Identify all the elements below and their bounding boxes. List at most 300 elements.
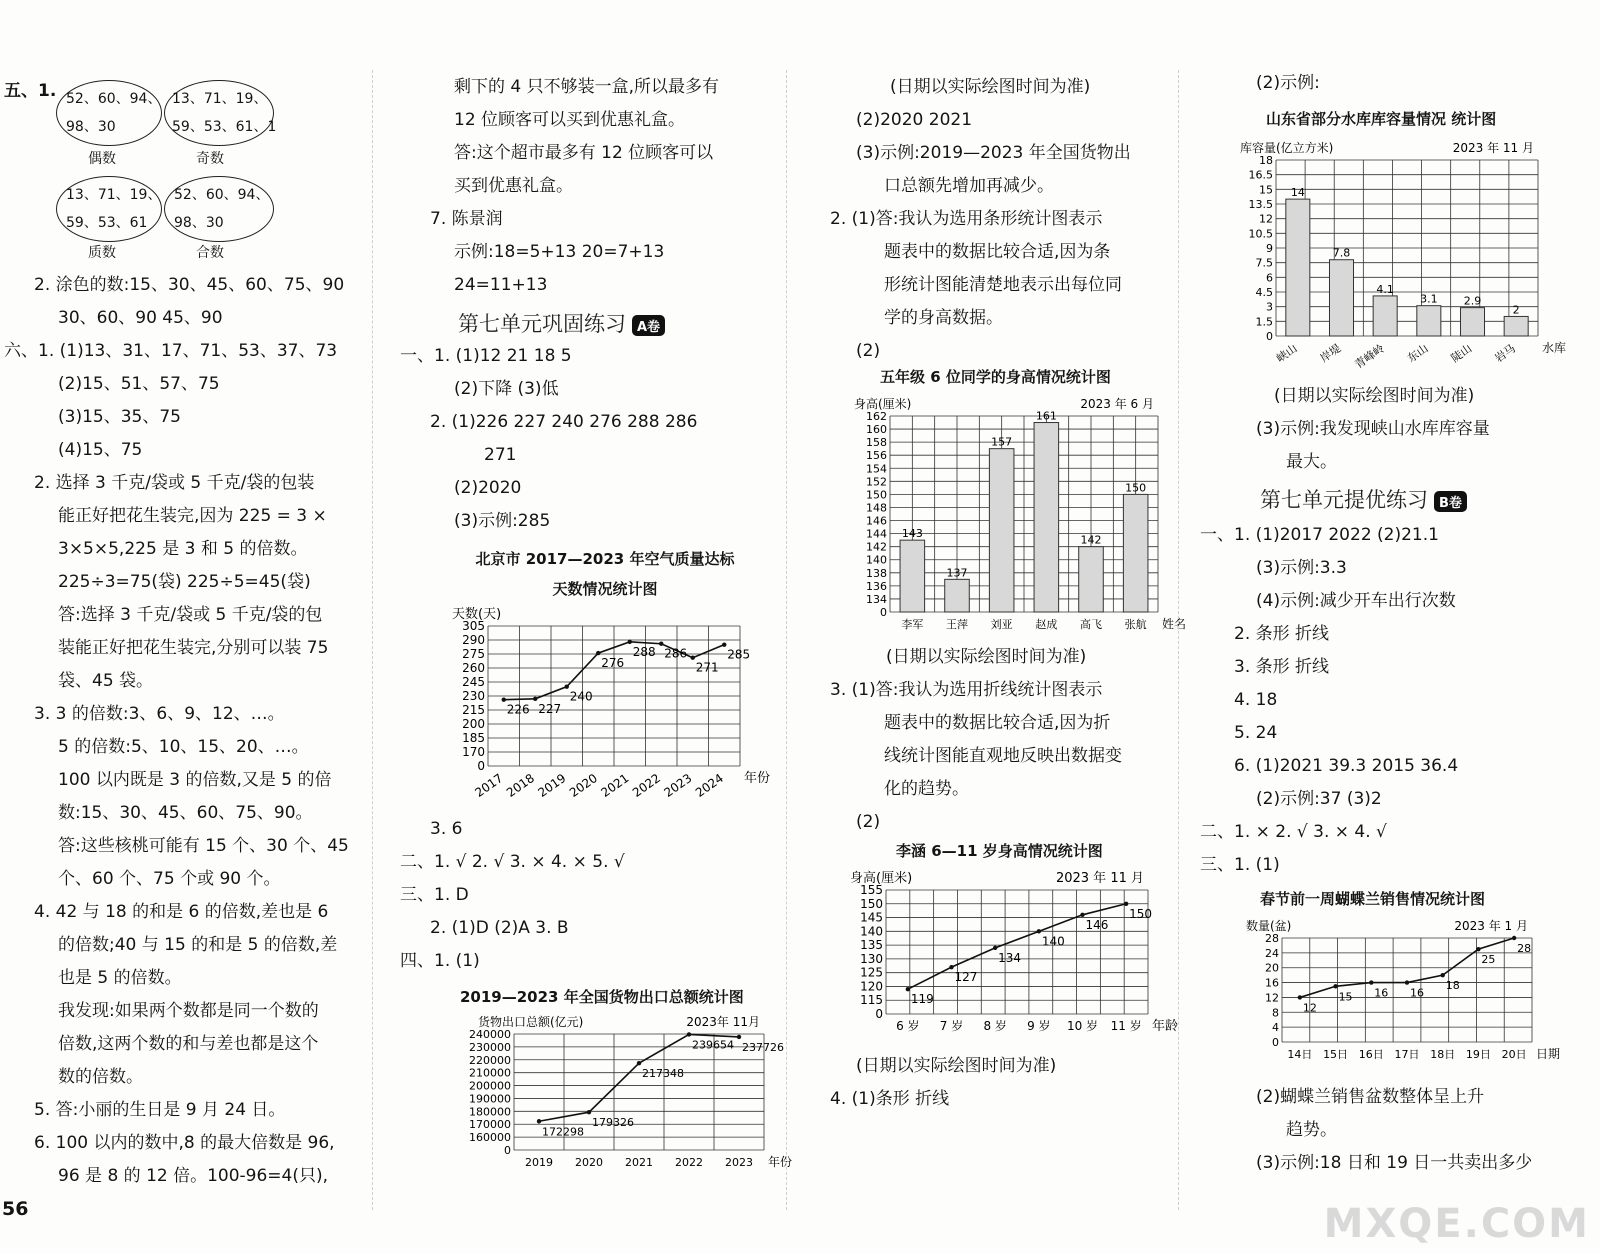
text-line: 装能正好把花生装完,分别可以装 75 (58, 638, 329, 658)
data-label: 28 (1517, 942, 1532, 955)
x-tick-label: 2020 (566, 770, 600, 800)
y-tick-label: 9 (1266, 242, 1273, 255)
data-label: 134 (998, 950, 1022, 965)
data-label: 217348 (642, 1067, 684, 1081)
column-divider (1178, 70, 1179, 1210)
data-label: 239654 (692, 1038, 734, 1052)
data-label: 172298 (542, 1125, 584, 1139)
data-point (737, 1035, 741, 1039)
data-label: 179326 (592, 1116, 634, 1130)
data-point (537, 1119, 541, 1123)
y-tick-label: 138 (866, 566, 887, 580)
text-line: 3. 条形 折线 (1234, 657, 1330, 677)
text-line: 一、1. (1)2017 2022 (2)21.1 (1200, 525, 1439, 545)
series-line (908, 904, 1126, 989)
y-tick-label: 190000 (469, 1092, 511, 1106)
data-label: 16 (1374, 986, 1389, 1000)
y-tick-label: 142 (866, 540, 887, 554)
data-label: 146 (1085, 917, 1109, 932)
x-axis-label: 水库 (1542, 341, 1567, 355)
x-tick-label: 岩马 (1492, 341, 1518, 366)
data-label: 143 (901, 527, 923, 541)
text-line: (4)示例:减少开车出行次数 (1256, 591, 1456, 611)
text-line: 7. 陈景润 (430, 209, 503, 229)
y-tick-label: 200 (462, 717, 485, 731)
y-axis-label: 货物出口总额(亿元) (478, 1015, 584, 1029)
text-line: 2. 涂色的数:15、30、45、60、75、90 (34, 275, 345, 295)
text-line: 二、1. × 2. √ 3. × 4. √ (1200, 822, 1387, 842)
y-tick-label: 3 (1266, 300, 1273, 314)
text-line: 三、1. (1) (1200, 855, 1280, 875)
y-tick-label: 136 (866, 579, 887, 593)
text-line: (2)15、51、57、75 (58, 374, 220, 394)
x-tick-label: 岸堤 (1317, 341, 1344, 366)
x-tick-label: 张航 (1124, 618, 1147, 631)
data-label: 2 (1512, 303, 1520, 317)
x-tick-label: 2019 (535, 770, 569, 800)
y-tick-label: 275 (462, 647, 485, 661)
text-line: 一、1. (1)12 21 18 5 (400, 346, 572, 366)
x-tick-label: 20日 (1501, 1048, 1527, 1061)
y-axis-label: 身高(厘米) (850, 871, 913, 886)
data-label: 3.1 (1420, 292, 1438, 306)
unit-badge: B卷 (1434, 491, 1467, 512)
y-tick-label: 200000 (469, 1079, 511, 1093)
text-line: (3)示例:我发现峡山水库库容量 (1256, 419, 1490, 439)
text-line: (日期以实际绘图时间为准) (1274, 386, 1475, 406)
text-line: 4. 42 与 18 的和是 6 的倍数,差也是 6 (34, 902, 329, 922)
x-tick-label: 7 岁 (939, 1019, 964, 1033)
y-tick-label: 28 (1265, 932, 1279, 945)
even-oval-line1: 52、60、94、 (66, 91, 162, 107)
x-tick-label: 刘亚 (990, 618, 1013, 631)
text-line: 三、1. D (400, 885, 469, 905)
data-point (1405, 980, 1409, 984)
text-line: 个、60 个、75 个或 90 个。 (58, 869, 281, 889)
y-tick-label: 115 (860, 993, 883, 1008)
y-tick-label: 215 (462, 703, 485, 717)
text-line: (3)示例:18 日和 19 日一共卖出多少 (1256, 1153, 1533, 1173)
bar (900, 540, 925, 612)
data-point (1333, 984, 1337, 988)
y-tick-label: 130 (860, 951, 883, 966)
y-tick-label: 134 (866, 592, 887, 606)
y-tick-label: 15 (1259, 183, 1273, 197)
text-line: 5. 答:小丽的生日是 9 月 24 日。 (34, 1100, 286, 1120)
y-tick-label: 210000 (469, 1066, 511, 1080)
text-line: 我发现:如果两个数都是同一个数的 (58, 1001, 319, 1021)
text-line: 答:这些核桃可能有 15 个、30 个、45 (58, 836, 349, 856)
data-point (691, 656, 695, 660)
unit-title-text: 第七单元巩固练习 (458, 312, 626, 336)
x-tick-label: 2023 (725, 1156, 753, 1169)
text-line: 化的趋势。 (884, 779, 969, 799)
data-label: 286 (664, 646, 688, 661)
data-label: 140 (1041, 934, 1065, 949)
x-tick-label: 19日 (1465, 1048, 1491, 1061)
y-tick-label: 150 (860, 896, 883, 911)
column-4 (1190, 0, 1600, 1253)
y-tick-label: 140 (866, 553, 887, 567)
bar (1504, 316, 1528, 336)
height-bar-chart (840, 392, 1187, 642)
data-label: 237726 (742, 1040, 784, 1054)
text-line: 4. (1)条形 折线 (830, 1089, 950, 1109)
data-label: 240 (569, 689, 593, 704)
x-tick-label: 2022 (675, 1156, 703, 1169)
x-tick-label: 2019 (525, 1156, 553, 1169)
text-line: 4. 18 (1234, 690, 1278, 710)
x-axis-label: 年份 (768, 1155, 793, 1169)
data-point (628, 640, 632, 644)
text-line: 二、1. √ 2. √ 3. × 4. × 5. √ (400, 852, 625, 872)
text-line: 四、1. (1) (400, 951, 480, 971)
text-line: 30、60、90 45、90 (58, 308, 223, 328)
y-tick-label: 260 (462, 661, 485, 675)
column-2 (390, 0, 793, 1253)
x-tick-label: 赵成 (1035, 618, 1058, 631)
bar (1034, 423, 1059, 612)
text-line: 口总额先增加再减少。 (884, 176, 1054, 196)
data-label: 227 (538, 701, 562, 716)
text-line: 271 (484, 445, 517, 465)
x-axis-label: 日期 (1536, 1047, 1561, 1061)
y-axis-label: 天数(天) (452, 607, 502, 622)
prime-oval-label: 质数 (88, 245, 116, 261)
x-tick-label: 王萍 (946, 618, 968, 631)
composite-oval-line2: 98、30 (174, 215, 224, 231)
text-line: 也是 5 的倍数。 (58, 968, 182, 988)
x-tick-label: 6 岁 (896, 1019, 920, 1033)
text-line: 3. 3 的倍数:3、6、9、12、…。 (34, 704, 285, 724)
y-tick-label: 180000 (469, 1105, 511, 1119)
y-tick-label: 160000 (469, 1131, 511, 1145)
y-tick-label: 240000 (469, 1028, 511, 1041)
y-tick-label: 16 (1265, 976, 1279, 990)
x-tick-label: 2020 (575, 1156, 603, 1169)
data-label: 7.8 (1332, 246, 1351, 260)
data-label: 12 (1302, 1001, 1317, 1015)
y-tick-label: 156 (866, 449, 887, 463)
text-line: (2) (856, 812, 881, 832)
bar (1123, 494, 1148, 612)
x-tick-label: 16日 (1358, 1048, 1384, 1061)
data-point (1124, 902, 1128, 906)
text-line: 题表中的数据比较合适,因为折 (884, 713, 1111, 733)
y-tick-label: 24 (1265, 946, 1279, 960)
text-line: 6. (1)2021 39.3 2015 36.4 (1234, 756, 1459, 776)
reservoir-bar-chart (1220, 134, 1580, 378)
text-line: 3. 6 (430, 819, 463, 839)
composite-oval-line1: 52、60、94、 (174, 187, 270, 203)
text-line: (2)蝴蝶兰销售盆数整体呈上升 (1256, 1087, 1485, 1107)
prime-oval-line1: 13、71、19、 (66, 187, 162, 203)
text-line: 六、1. (1)13、31、17、71、53、37、73 (4, 341, 338, 361)
chart-title: 五年级 6 位同学的身高情况统计图 (880, 368, 1111, 386)
y-axis-label: 身高(厘米) (854, 397, 912, 411)
text-line: (3)示例:2019—2023 年全国货物出 (856, 143, 1131, 163)
text-line: (3)15、35、75 (58, 407, 181, 427)
unit-title-consolidation (458, 308, 665, 338)
orchid-sales-line-chart (1220, 914, 1570, 1066)
composite-oval-label: 合数 (196, 245, 224, 261)
data-point (565, 684, 569, 688)
x-tick-label: 15日 (1323, 1048, 1349, 1061)
y-tick-label: 120 (860, 979, 883, 994)
x-axis-label: 姓名 (1162, 617, 1187, 631)
x-tick-label: 14日 (1287, 1048, 1313, 1061)
chart-title: 李涵 6—11 岁身高情况统计图 (896, 842, 1103, 860)
text-line: (日期以实际绘图时间为准) (856, 1056, 1057, 1076)
x-tick-label: 11 岁 (1110, 1019, 1142, 1033)
y-tick-label: 140 (860, 924, 883, 939)
odd-oval-line2: 59、53、61、1 (172, 119, 277, 135)
text-line: (日期以实际绘图时间为准) (890, 77, 1091, 97)
bar (989, 449, 1014, 612)
text-line: 5 的倍数:5、10、15、20、…。 (58, 737, 309, 757)
data-point (1441, 973, 1445, 977)
text-line: 能正好把花生装完,因为 225 = 3 × (58, 506, 327, 526)
odd-oval-label: 奇数 (196, 151, 224, 167)
q5-label: 五、1. (4, 81, 57, 101)
unit-badge: A卷 (632, 315, 665, 336)
chart-date: 2023 年 1 月 (1454, 919, 1528, 933)
text-line: 示例:18=5+13 20=7+13 (454, 242, 665, 262)
y-tick-label: 0 (504, 1144, 511, 1157)
data-label: 4.1 (1376, 282, 1394, 296)
text-line: 225÷3=75(袋) 225÷5=45(袋) (58, 572, 311, 592)
data-point (949, 965, 953, 969)
data-point (637, 1061, 641, 1065)
y-tick-label: 152 (866, 475, 887, 489)
text-line: (2)2020 (454, 478, 522, 498)
bar (1329, 260, 1353, 336)
chart-title: 2019—2023 年全国货物出口总额统计图 (460, 988, 744, 1006)
text-line: 线统计图能直观地反映出数据变 (884, 746, 1122, 766)
text-line: 剩下的 4 只不够装一盒,所以最多有 (454, 77, 720, 97)
data-label: 137 (946, 566, 968, 580)
y-tick-label: 12 (1259, 212, 1273, 226)
data-point (659, 642, 663, 646)
data-point (1298, 995, 1302, 999)
y-tick-label: 0 (875, 1007, 883, 1021)
y-tick-label: 148 (866, 501, 887, 515)
chart-title: 山东省部分水库库容量情况 统计图 (1266, 110, 1497, 128)
y-tick-label: 220000 (469, 1053, 511, 1067)
data-point (1476, 947, 1480, 951)
data-point (722, 642, 726, 646)
data-label: 18 (1445, 979, 1460, 993)
y-tick-label: 0 (477, 759, 485, 773)
text-line: 袋、45 袋。 (58, 671, 154, 691)
data-point (502, 698, 506, 702)
unit-title-advanced (1260, 484, 1467, 514)
even-oval-label: 偶数 (88, 151, 116, 167)
text-line: 3×5×5,225 是 3 和 5 的倍数。 (58, 539, 308, 559)
x-tick-label: 2017 (472, 770, 506, 800)
y-tick-label: 0 (1272, 1036, 1279, 1049)
y-tick-label: 125 (860, 965, 883, 980)
data-point (1037, 929, 1041, 933)
data-point (687, 1032, 691, 1036)
data-label: 150 (1129, 906, 1153, 921)
y-tick-label: 1.5 (1255, 315, 1273, 329)
data-point (906, 987, 910, 991)
column-3 (800, 0, 1187, 1253)
text-line: 24=11+13 (454, 275, 548, 295)
y-tick-label: 305 (462, 619, 485, 633)
x-tick-label: 8 岁 (983, 1019, 1007, 1033)
data-label: 16 (1410, 986, 1424, 1000)
y-tick-label: 185 (462, 731, 485, 745)
text-line: (2)2020 2021 (856, 110, 973, 130)
bar (945, 579, 970, 612)
y-tick-label: 170 (462, 745, 485, 759)
text-line: 形统计图能清楚地表示出每位同 (884, 275, 1122, 295)
air-quality-line-chart (440, 607, 771, 814)
text-line: 买到优惠礼盒。 (454, 176, 573, 196)
x-tick-label: 18日 (1430, 1048, 1456, 1061)
bar (1373, 296, 1397, 336)
y-tick-label: 20 (1265, 961, 1279, 975)
text-line: (2) (856, 341, 881, 361)
chart-date: 2023年 11月 (686, 1015, 760, 1029)
text-line: 数的倍数。 (58, 1067, 143, 1087)
chart-title: 北京市 2017—2023 年空气质量达标天数情况统计图 (475, 550, 735, 598)
x-tick-label: 峡山 (1274, 341, 1300, 366)
bar (1460, 308, 1484, 336)
y-tick-label: 4.5 (1255, 286, 1273, 299)
text-line: 2. (1)226 227 240 276 288 286 (430, 412, 698, 432)
growth-line-chart (840, 866, 1179, 1046)
text-line: (4)15、75 (58, 440, 143, 460)
y-tick-label: 230000 (469, 1040, 511, 1054)
y-tick-label: 245 (462, 675, 485, 689)
x-tick-label: 青峰岭 (1352, 341, 1387, 372)
data-label: 150 (1125, 481, 1147, 495)
x-tick-label: 9 岁 (1027, 1019, 1051, 1033)
column-divider (786, 70, 787, 1210)
page-number: 56 (2, 1198, 29, 1220)
text-line: (3)示例:285 (454, 511, 551, 531)
text-line: 96 是 8 的 12 倍。100-96=4(只), (58, 1166, 329, 1186)
y-tick-label: 155 (860, 883, 883, 897)
x-axis-label: 年份 (744, 771, 771, 786)
x-tick-label: 2024 (692, 770, 726, 800)
chart-date: 2023 年 6 月 (1080, 397, 1154, 411)
text-line: 12 位顾客可以买到优惠礼盒。 (454, 110, 686, 130)
y-tick-label: 16.5 (1248, 168, 1273, 182)
y-tick-label: 162 (866, 410, 887, 423)
y-tick-label: 135 (860, 938, 883, 953)
x-tick-label: 2018 (503, 770, 537, 800)
text-line: 2. (1)答:我认为选用条形统计图表示 (830, 209, 1103, 229)
data-label: 161 (1035, 409, 1057, 423)
y-tick-label: 158 (866, 436, 887, 450)
text-line: 5. 24 (1234, 723, 1278, 743)
y-tick-label: 0 (880, 606, 887, 619)
text-line: 6. 100 以内的数中,8 的最大倍数是 96, (34, 1133, 335, 1153)
x-tick-label: 2022 (629, 770, 663, 800)
even-oval-line2: 98、30 (66, 119, 116, 135)
y-tick-label: 144 (866, 527, 887, 541)
text-line: (2)示例: (1256, 73, 1320, 93)
watermark: MXQE.COM (1323, 1201, 1590, 1247)
text-line: 2. 条形 折线 (1234, 624, 1330, 644)
text-line: 答:选择 3 千克/袋或 5 千克/袋的包 (58, 605, 323, 625)
x-tick-label: 东山 (1405, 341, 1431, 366)
x-tick-label: 李军 (901, 618, 924, 631)
chart-date: 2023 年 11 月 (1055, 871, 1144, 886)
y-tick-label: 8 (1272, 1006, 1279, 1020)
y-tick-label: 7.5 (1255, 256, 1273, 270)
text-line: 倍数,这两个数的和与差也都是这个 (58, 1034, 319, 1054)
data-label: 15 (1338, 990, 1353, 1004)
text-line: 最大。 (1286, 452, 1337, 472)
data-point (993, 946, 997, 950)
data-label: 25 (1481, 953, 1496, 967)
y-tick-label: 13.5 (1248, 198, 1273, 211)
y-tick-label: 10.5 (1248, 227, 1273, 241)
text-line: 的倍数;40 与 15 的和是 5 的倍数,差 (58, 935, 338, 955)
data-label: 271 (695, 660, 719, 675)
unit-title-text: 第七单元提优练习 (1260, 488, 1428, 512)
text-line: 题表中的数据比较合适,因为条 (884, 242, 1111, 262)
y-tick-label: 18 (1259, 154, 1273, 167)
text-line: 100 以内既是 3 的倍数,又是 5 的倍 (58, 770, 332, 790)
odd-oval-line1: 13、71、19、 (172, 91, 268, 107)
bar (1079, 547, 1104, 612)
text-line: 数:15、30、45、60、75、90。 (58, 803, 313, 823)
data-label: 14 (1290, 186, 1305, 200)
text-line: (2)示例:37 (3)2 (1256, 789, 1382, 809)
data-label: 226 (506, 702, 530, 717)
export-line-chart (450, 1012, 793, 1182)
chart-title: 春节前一周蝴蝶兰销售情况统计图 (1260, 890, 1486, 908)
y-tick-label: 145 (860, 910, 883, 925)
y-tick-label: 150 (866, 488, 887, 502)
y-tick-label: 6 (1266, 271, 1273, 285)
text-line: 趋势。 (1286, 1120, 1337, 1140)
data-point (1369, 980, 1373, 984)
text-line: 答:这个超市最多有 12 位顾客可以 (454, 143, 714, 163)
y-tick-label: 4 (1272, 1021, 1279, 1035)
y-tick-label: 0 (1266, 330, 1273, 343)
x-tick-label: 2021 (625, 1156, 653, 1169)
text-line: 学的身高数据。 (884, 308, 1003, 328)
data-point (587, 1110, 591, 1114)
y-tick-label: 154 (866, 462, 887, 476)
y-tick-label: 230 (462, 689, 485, 703)
y-tick-label: 290 (462, 633, 485, 647)
chart-date: 2023 年 11 月 (1452, 141, 1534, 155)
y-tick-label: 160 (866, 423, 887, 437)
text-line: (日期以实际绘图时间为准) (886, 647, 1087, 667)
x-axis-label: 年龄 (1152, 1019, 1179, 1034)
data-label: 288 (632, 644, 656, 659)
data-label: 142 (1080, 533, 1102, 547)
y-tick-label: 170000 (469, 1118, 511, 1132)
text-line: 2. (1)D (2)A 3. B (430, 918, 569, 938)
text-line: 2. 选择 3 千克/袋或 5 千克/袋的包装 (34, 473, 315, 493)
data-point (1080, 913, 1084, 917)
column-divider (372, 70, 373, 1210)
x-tick-label: 10 岁 (1066, 1019, 1099, 1033)
y-tick-label: 12 (1265, 991, 1279, 1005)
data-label: 2.9 (1463, 294, 1482, 308)
data-label: 285 (727, 647, 751, 662)
y-tick-label: 146 (866, 514, 887, 528)
